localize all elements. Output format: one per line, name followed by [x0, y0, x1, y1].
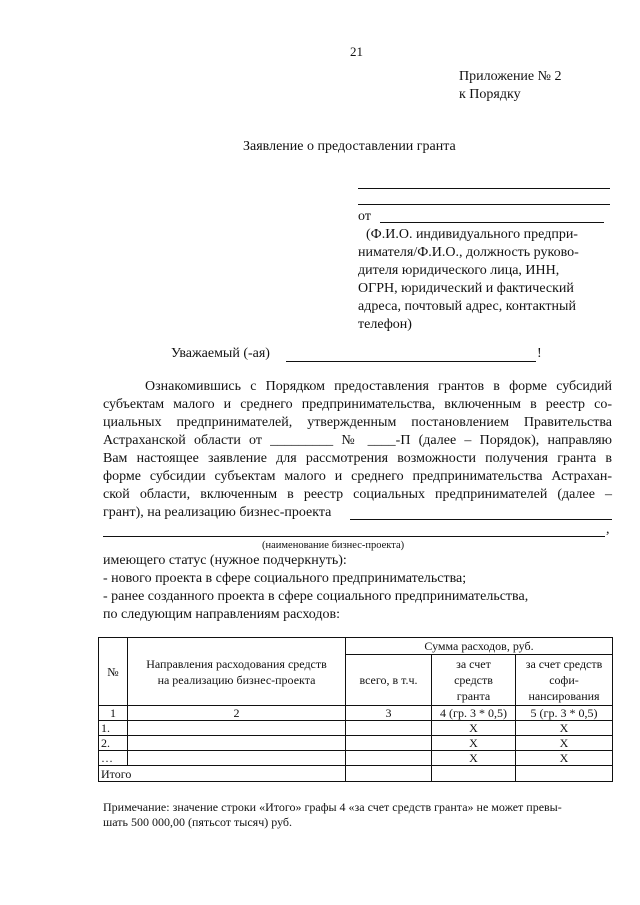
status-option-existing: - ранее созданного проекта в сфере социального предпринимательства, — [103, 589, 529, 604]
row-grant: X — [432, 751, 516, 766]
project-comma: , — [606, 522, 610, 537]
salutation-line — [286, 361, 536, 362]
total-label: Итого — [99, 766, 346, 782]
total-sum — [346, 766, 432, 782]
appendix-label: Приложение № 2 — [459, 69, 562, 84]
table-row — [99, 736, 613, 751]
row-number: 1. — [99, 721, 128, 736]
row-cofinancing: X — [516, 721, 613, 736]
row-direction — [128, 736, 346, 751]
salutation-exclamation: ! — [537, 346, 542, 361]
project-name-line-1 — [350, 519, 612, 520]
project-name-line-2 — [103, 536, 605, 537]
from-hint-line: нимателя/Ф.И.О., должность руково- — [358, 245, 579, 260]
appendix-order-label: к Порядку — [459, 87, 521, 102]
row-total — [346, 736, 432, 751]
salutation: Уважаемый (-ая) — [171, 346, 270, 361]
column-number: 5 (гр. 3 * 0,5) — [516, 706, 613, 721]
note-line: Примечание: значение строки «Итого» графы 4 «за счет средств гранта» не может превы- — [103, 800, 562, 814]
from-hint-line: (Ф.И.О. индивидуального предпри- — [366, 227, 578, 242]
total-grant — [432, 766, 516, 782]
column-number: 2 — [128, 706, 346, 721]
body-line: Ознакомившись с Порядком предоставления грантов в форме субсидий — [145, 379, 612, 394]
column-number: 1 — [99, 706, 128, 721]
addressee-line-2 — [358, 204, 610, 205]
row-number: … — [99, 751, 128, 766]
status-option-new: - нового проекта в сфере социального предпринимательства; — [103, 571, 467, 586]
row-total — [346, 751, 432, 766]
column-number: 4 (гр. 3 * 0,5) — [432, 706, 516, 721]
row-cofinancing: X — [516, 751, 613, 766]
row-grant: X — [432, 736, 516, 751]
body-line: циальных предпринимателей, утвержденным постановлением Правительства — [103, 415, 612, 430]
column-number-row — [99, 706, 613, 721]
expenses-table — [98, 637, 613, 782]
body-line: Астраханской области от _________ № ____-П (далее – Порядок), направляю — [103, 433, 612, 448]
header-total: всего, в т.ч. — [346, 655, 432, 706]
status-line: по следующим направлениям расходов: — [103, 607, 341, 622]
header-cofinancing: за счет средств софи-нансирования — [516, 655, 613, 706]
row-cofinancing: X — [516, 736, 613, 751]
row-total — [346, 721, 432, 736]
table-total-row — [99, 766, 613, 782]
project-name-hint: (наименование бизнес-проекта) — [262, 540, 405, 551]
from-line — [380, 222, 604, 223]
table-row — [99, 721, 613, 736]
from-hint-line: телефон) — [358, 317, 412, 332]
body-line: Вам настоящее заявление для рассмотрения возможности получения гранта в — [103, 451, 612, 466]
row-grant: X — [432, 721, 516, 736]
body-line: субъектам малого и среднего предпринимательства, включенным в реестр со- — [103, 397, 612, 412]
note-line: шать 500 000,00 (пятьсот тысяч) руб. — [103, 815, 293, 829]
addressee-line-1 — [358, 188, 610, 189]
body-line: грант), на реализацию бизнес-проекта — [103, 505, 332, 520]
header-number: № — [99, 638, 128, 706]
from-label: от — [358, 209, 371, 224]
row-number: 2. — [99, 736, 128, 751]
row-direction — [128, 751, 346, 766]
document-title: Заявление о предоставлении гранта — [243, 139, 456, 154]
column-number: 3 — [346, 706, 432, 721]
from-hint-line: адреса, почтовый адрес, контактный — [358, 299, 576, 314]
header-grant: за счет средств гранта — [432, 655, 516, 706]
total-cofinancing — [516, 766, 613, 782]
body-line: форме субсидии субъектам малого и среднего предпринимательства Астрахан- — [103, 469, 612, 484]
from-hint-line: дителя юридического лица, ИНН, — [358, 263, 560, 278]
header-direction: Направления расходования средств на реализацию бизнес-проекта — [128, 638, 346, 706]
table-row — [99, 751, 613, 766]
row-direction — [128, 721, 346, 736]
body-line: ской области, включенным в реестр социальных предпринимателей (далее – — [103, 487, 612, 502]
header-sum: Сумма расходов, руб. — [346, 638, 613, 655]
page-number: 21 — [350, 44, 363, 59]
from-hint-line: ОГРН, юридический и фактический — [358, 281, 574, 296]
status-line: имеющего статус (нужное подчеркнуть): — [103, 553, 347, 568]
